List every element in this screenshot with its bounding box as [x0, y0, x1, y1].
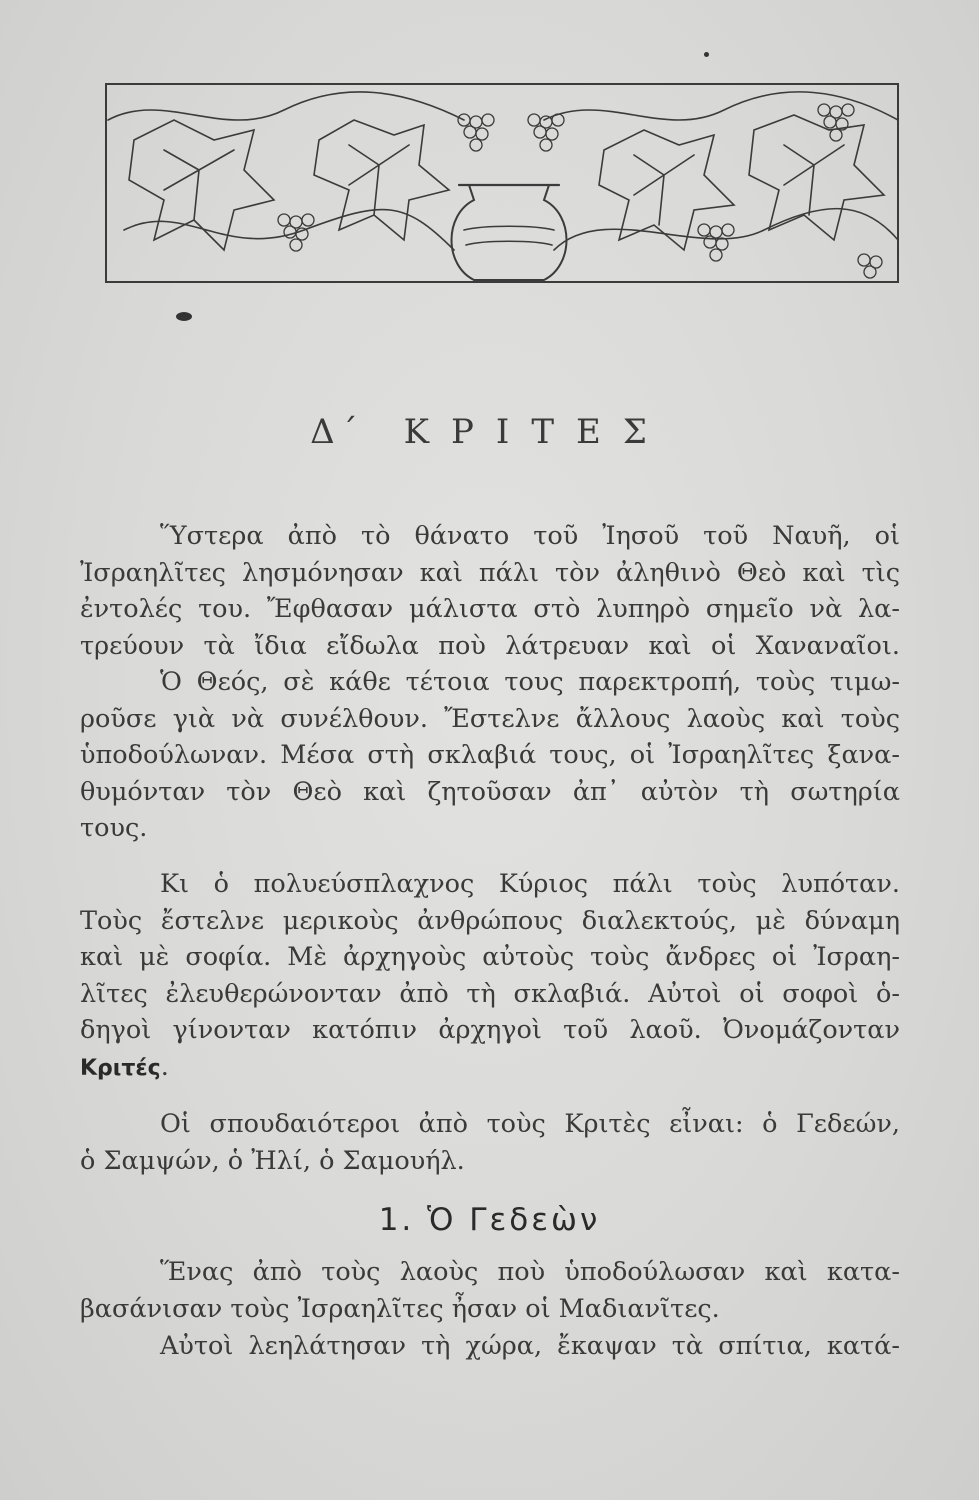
text-line: τους.: [80, 813, 148, 843]
paragraph-1: [80, 518, 900, 664]
chapter-number: Δ΄: [310, 412, 364, 452]
paragraph-3: [80, 866, 900, 1085]
text-line: Ὕστερα ἀπὸ τὸ θάνατο τοῦ Ἰησοῦ τοῦ Ναυῆ, οἱ: [160, 521, 900, 551]
section-heading: 1. Ὁ Γεδεὼν: [378, 1202, 601, 1238]
text-line: βασάνισαν τοὺς Ἰσραηλῖτες ἦσαν οἱ Μαδιανῖτες.: [80, 1293, 720, 1324]
ink-speck: [704, 52, 709, 57]
text-line: Οἱ σπουδαιότεροι ἀπὸ τοὺς Κριτὲς εἶναι: ὁ Γεδεών,: [160, 1109, 900, 1139]
text-line: δηγοὶ γίνονταν κατόπιν ἀρχηγοὶ τοῦ λαοῦ. Ὀνομάζονταν: [80, 1015, 900, 1045]
ink-speck: [176, 312, 192, 321]
text-line: ὁ Σαμψών, ὁ Ἠλί, ὁ Σαμουήλ.: [80, 1145, 465, 1176]
text-line: λῖτες ἐλευθερώνονταν ἀπὸ τὴ σκλαβιά. Αὐτοὶ οἱ σοφοὶ ὁ-: [80, 978, 900, 1009]
paragraph-6: [80, 1328, 900, 1365]
text-line: ἐντολές του. Ἔφθασαν μάλιστα στὸ λυπηρὸ σημεῖο νὰ λα-: [80, 594, 900, 624]
paragraph-2: [80, 664, 900, 847]
paragraph-5: [80, 1254, 900, 1327]
text-line: θυμόνταν τὸν Θεὸ καὶ ζητοῦσαν ἀπ᾿ αὐτὸν τὴ σωτηρία: [80, 776, 900, 807]
text-line: Ὁ Θεός, σὲ κάθε τέτοια τους παρεκτροπή, τοὺς τιμω-: [160, 667, 900, 697]
text-line: Τοὺς ἔστελνε μερικοὺς ἀνθρώπους διαλεκτούς, μὲ δύναμη: [80, 905, 900, 936]
text-line: ροῦσε γιὰ νὰ συνέλθουν. Ἔστελνε ἄλλους λαοὺς καὶ τοὺς: [80, 703, 900, 734]
vine-ornament-headpiece: [104, 80, 900, 290]
text-line: Ἕνας ἀπὸ τοὺς λαοὺς ποὺ ὑποδούλωσαν καὶ κατα-: [160, 1257, 900, 1287]
keyword-punct: .: [160, 1051, 169, 1082]
chapter-title: ΚΡΙΤΕΣ: [403, 412, 669, 452]
text-line: ὑποδούλωναν. Μέσα στὴ σκλαβιά τους, οἱ Ἰσραηλῖτες ξανα-: [80, 740, 900, 770]
text-line: Ἰσραηλῖτες λησμόνησαν καὶ πάλι τὸν ἀληθινὸ Θεὸ καὶ τὶς: [80, 557, 900, 588]
text-line: Αὐτοὶ λεηλάτησαν τὴ χώρα, ἔκαψαν τὰ σπίτια, κατά-: [160, 1331, 900, 1361]
keyword-kritai: Κριτές: [80, 1055, 161, 1081]
paragraph-4: [80, 1106, 900, 1179]
text-line: τρεύουν τὰ ἴδια εἴδωλα ποὺ λάτρευαν καὶ οἱ Χαναναῖοι.: [80, 630, 900, 661]
text-line: [80, 1049, 900, 1086]
text-line: Κι ὁ πολυεύσπλαχνος Κύριος πάλι τοὺς λυπόταν.: [160, 869, 900, 899]
text-line: καὶ μὲ σοφία. Μὲ ἀρχηγοὺς αὐτοὺς τοὺς ἄνδρες οἱ Ἰσραη-: [80, 942, 900, 972]
chapter-heading: [0, 412, 979, 452]
